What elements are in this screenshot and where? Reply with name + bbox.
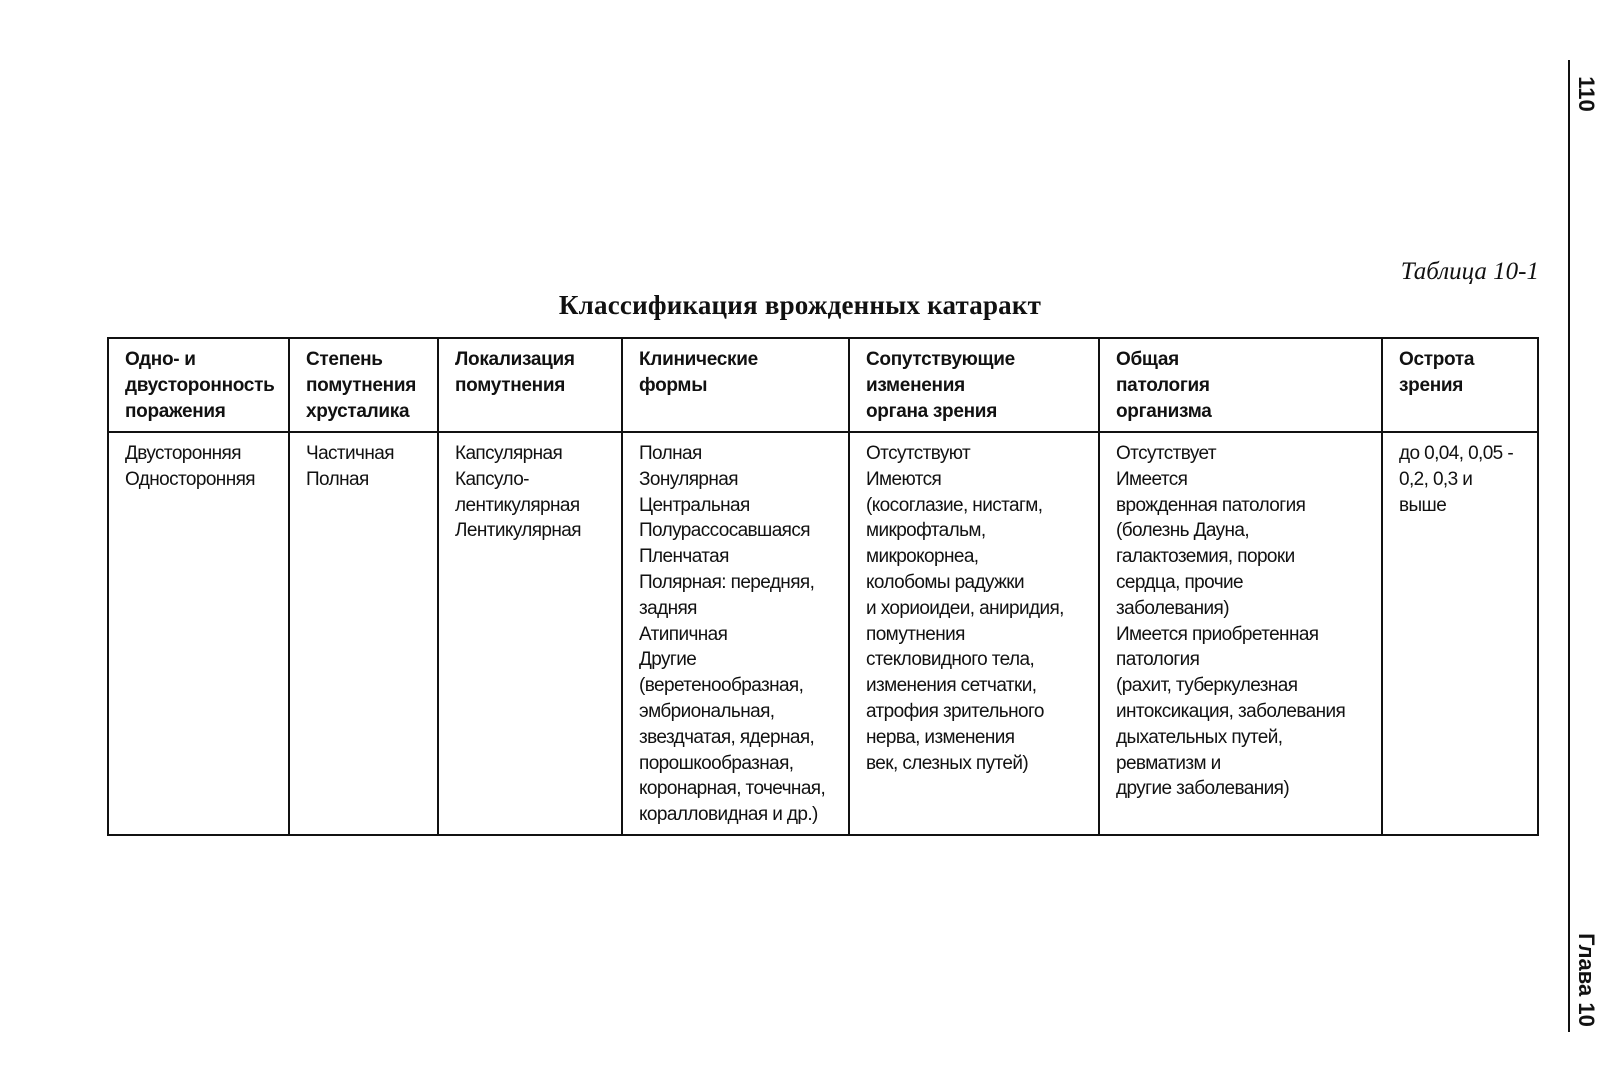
text-line: помутнения (866, 623, 965, 645)
text-line: Полурассосавшаяся (639, 520, 810, 542)
header-visual-acuity-text (1399, 347, 1529, 399)
header-general-pathology-text (1116, 347, 1373, 425)
text-line: коронарная, точечная, (639, 778, 826, 800)
header-associated-eye-changes (849, 338, 1099, 432)
text-line: поражения (125, 401, 226, 422)
page-number-text: 110 (1574, 76, 1599, 112)
text-line: Острота (1399, 349, 1475, 370)
text-line: Центральная (639, 494, 750, 516)
text-line: (рахит, туберкулезная (1116, 675, 1298, 697)
text-line: и хориоидеи, аниридия, (866, 597, 1064, 619)
table-number-label: Таблица 10-1 (1400, 258, 1539, 285)
text-line: Капсулярная (455, 443, 563, 464)
text-line: Двусторонняя (125, 443, 241, 464)
text-line: лентикулярная (455, 494, 580, 516)
text-line: эмбриональная, (639, 700, 775, 722)
text-line: (веретенообразная, (639, 675, 804, 697)
text-line: Зонулярная (639, 468, 738, 490)
table-title: Классификация врожденных катаракт (558, 290, 1042, 320)
text-line: Частичная (306, 443, 394, 464)
cell-visual-acuity (1382, 432, 1538, 835)
text-line: микрофтальм, (866, 520, 986, 542)
text-line: дыхательных путей, (1116, 726, 1283, 748)
cell-opacity-degree-text (306, 441, 429, 493)
text-line: задняя (639, 597, 697, 619)
text-line: заболевания) (1116, 597, 1229, 619)
text-line: Имеется (1116, 468, 1188, 490)
chapter-label (1572, 925, 1600, 1035)
cell-laterality (108, 432, 289, 835)
text-line: Пленчатая (639, 546, 729, 568)
text-line: формы (639, 375, 708, 396)
page-number (1572, 64, 1600, 124)
text-line: звездчатая, ядерная, (639, 726, 815, 748)
text-line: (косоглазие, нистагм, (866, 494, 1043, 516)
header-clinical-forms-text (639, 347, 840, 399)
cell-visual-acuity-text (1399, 441, 1529, 518)
text-line: Атипичная (639, 623, 728, 645)
cell-associated-eye-changes-text (866, 441, 1090, 776)
header-visual-acuity (1382, 338, 1538, 432)
text-line: Лентикулярная (455, 520, 581, 542)
cell-opacity-degree (289, 432, 438, 835)
text-line: Имеются (866, 468, 942, 490)
text-line: Капсуло- (455, 468, 529, 490)
table-header-row (108, 338, 1538, 432)
text-line: органа зрения (866, 401, 997, 422)
text-line: Полная (306, 468, 369, 490)
header-clinical-forms (622, 338, 849, 432)
header-general-pathology (1099, 338, 1382, 432)
text-line: Одно- и (125, 349, 196, 370)
text-line: помутнения (306, 375, 417, 396)
chapter-label-text: Глава 10 (1574, 933, 1600, 1027)
header-associated-eye-changes-text (866, 347, 1090, 425)
text-line: порошкообразная, (639, 752, 794, 774)
text-line: стекловидного тела, (866, 649, 1035, 671)
text-line: 0,2, 0,3 и (1399, 468, 1473, 490)
text-line: галактоземия, пороки (1116, 546, 1295, 568)
text-line: хрусталика (306, 401, 410, 422)
margin-rule (1568, 60, 1570, 1032)
text-line: патология (1116, 375, 1210, 396)
text-line: помутнения (455, 375, 566, 396)
text-line: зрения (1399, 375, 1464, 396)
text-line: сердца, прочие (1116, 571, 1243, 593)
cataract-classification-table (107, 337, 1539, 836)
text-line: век, слезных путей) (866, 752, 1029, 774)
text-line: Сопутствующие (866, 349, 1015, 370)
text-line: патология (1116, 649, 1200, 671)
cell-opacity-location-text (455, 441, 613, 544)
text-line: организма (1116, 401, 1212, 422)
text-line: Отсутствуют (866, 443, 971, 464)
text-line: другие заболевания) (1116, 778, 1290, 800)
text-line: Локализация (455, 349, 575, 370)
cell-clinical-forms (622, 432, 849, 835)
text-line: Полная (639, 443, 702, 464)
text-line: нерва, изменения (866, 726, 1015, 748)
text-line: коралловидная и др.) (639, 804, 818, 826)
text-line: Отсутствует (1116, 443, 1216, 464)
header-opacity-degree-text (306, 347, 429, 425)
table-row (108, 432, 1538, 835)
text-line: Клинические (639, 349, 758, 370)
text-line: колобомы радужки (866, 571, 1024, 593)
cell-general-pathology-text (1116, 441, 1373, 802)
header-opacity-location (438, 338, 622, 432)
text-line: (болезнь Дауна, (1116, 520, 1250, 542)
header-laterality-text (125, 347, 280, 425)
text-line: интоксикация, заболевания (1116, 700, 1346, 722)
text-line: микрокорнеа, (866, 546, 979, 568)
header-laterality (108, 338, 289, 432)
text-line: изменения сетчатки, (866, 675, 1037, 697)
text-line: выше (1399, 494, 1447, 516)
text-line: двусторонность (125, 375, 275, 396)
cell-laterality-text (125, 441, 280, 493)
text-line: Общая (1116, 349, 1179, 370)
cell-clinical-forms-text (639, 441, 840, 828)
text-line: Степень (306, 349, 383, 370)
text-line: Односторонняя (125, 468, 255, 490)
text-line: Полярная: передняя, (639, 571, 815, 593)
text-line: Имеется приобретенная (1116, 623, 1319, 645)
text-line: изменения (866, 375, 965, 396)
text-line: Другие (639, 649, 697, 671)
cell-opacity-location (438, 432, 622, 835)
text-line: ревматизм и (1116, 752, 1221, 774)
text-line: врожденная патология (1116, 494, 1306, 516)
text-line: атрофия зрительного (866, 700, 1044, 722)
cell-associated-eye-changes (849, 432, 1099, 835)
cell-general-pathology (1099, 432, 1382, 835)
header-opacity-location-text (455, 347, 613, 399)
text-line: до 0,04, 0,05 - (1399, 443, 1514, 464)
header-opacity-degree (289, 338, 438, 432)
